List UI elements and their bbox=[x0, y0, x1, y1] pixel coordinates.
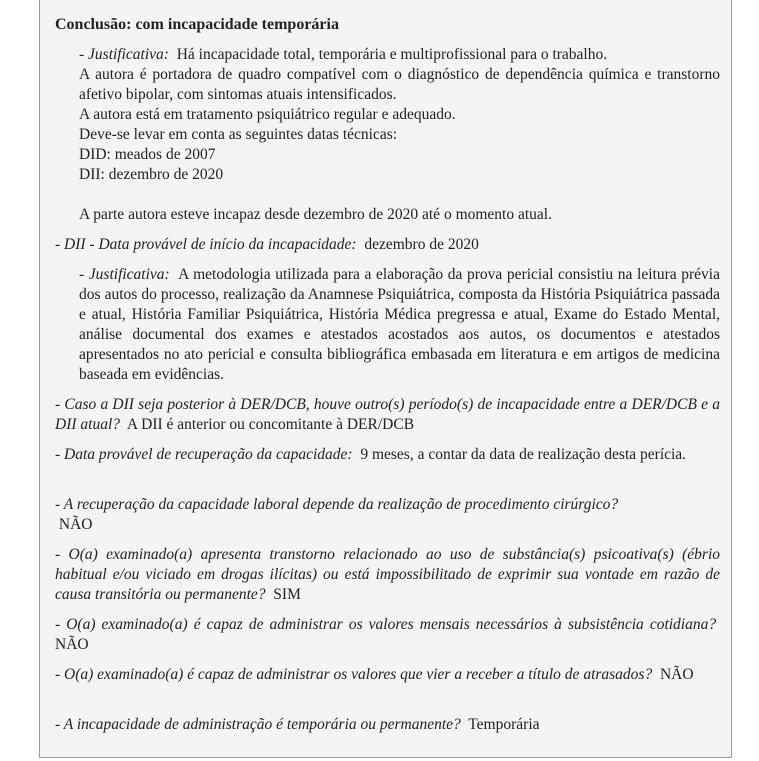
question-row bbox=[55, 395, 720, 435]
question-row bbox=[55, 615, 720, 655]
justificativa-2-text: A metodologia utilizada para a elaboração da prova pericial consistiu na leitura prévia dos autos do processo, realização da Anamnese Psiquiátrica, composta da História Psiquiátrica passada e atual, História Familiar Psiquiátrica, História Médica pregressa e atual, Exame do Estado Mental, análise documental dos exames e atestados acostados aos autos, os documentos e atestados apresentados no ato pericial e consulta bibliográfica embasada em literatura e em artigos de medicina baseada em evidências. bbox=[79, 266, 720, 383]
justificativa-1-first-line bbox=[79, 45, 724, 65]
did-line: DID: meados de 2007 bbox=[79, 146, 216, 163]
question-row bbox=[55, 715, 720, 735]
answer-text: SIM bbox=[273, 586, 301, 603]
answer-text: 9 meses, a contar da data de realização desta perícia. bbox=[360, 446, 687, 463]
question-text: - Data provável de recuperação da capacidade: bbox=[55, 446, 353, 463]
dii-line: DII: dezembro de 2020 bbox=[79, 166, 224, 183]
question-text: - A recuperação da capacidade laboral depende da realização de procedimento cirúrgico? bbox=[55, 496, 619, 513]
answer-text: NÃO bbox=[55, 636, 89, 653]
question-text: - Caso a DII seja posterior à DER/DCB, houve outro(s) período(s) de incapacidade entre a DER/DCB e a DII atual? bbox=[55, 396, 720, 433]
question-text: - O(a) examinado(a) é capaz de administrar os valores mensais necessários à subsistência cotidiana? bbox=[55, 616, 717, 633]
answer-text: NÃO bbox=[659, 666, 694, 683]
question-row bbox=[55, 545, 720, 605]
question-text: - O(a) examinado(a) é capaz de administrar os valores que vier a receber a título de atrasados? bbox=[55, 666, 653, 683]
justificativa-1-text: Há incapacidade total, temporária e multiprofissional para o trabalho. bbox=[176, 46, 608, 63]
justificativa-1-paragraph: A autora é portadora de quadro compatível com o diagnóstico de dependência química e transtorno afetivo bipolar, com sintomas atuais intensificados. bbox=[79, 66, 720, 103]
question-row bbox=[55, 445, 720, 465]
answer-text: A DII é anterior ou concomitante à DER/DCB bbox=[126, 416, 415, 433]
question-text: - A incapacidade de administração é temporária ou permanente? bbox=[55, 716, 461, 733]
question-row bbox=[55, 665, 720, 685]
dii-answer: dezembro de 2020 bbox=[364, 236, 479, 253]
question-row bbox=[55, 495, 720, 535]
dii-question: - DII - Data provável de início da incapacidade: bbox=[55, 236, 357, 253]
document-panel bbox=[39, 0, 732, 758]
justificativa-label: - Justificativa: bbox=[79, 46, 169, 63]
answer-text: NÃO bbox=[58, 516, 93, 533]
treatment-line: A autora está em tratamento psiquiátrico regular e adequado. bbox=[79, 106, 456, 123]
conclusion-heading: Conclusão: com incapacidade temporária bbox=[55, 16, 339, 33]
incapaz-line: A parte autora esteve incapaz desde dezembro de 2020 até o momento atual. bbox=[79, 206, 552, 223]
dates-intro-line: Deve-se levar em conta as seguintes datas técnicas: bbox=[79, 126, 398, 143]
answer-text: Temporária bbox=[468, 716, 540, 733]
justificativa-2-paragraph bbox=[79, 265, 720, 385]
dii-question-row bbox=[55, 235, 720, 255]
justificativa-label: - Justificativa: bbox=[79, 266, 170, 283]
question-text: - O(a) examinado(a) apresenta transtorno relacionado ao uso de substância(s) psicoativa(s) (ébrio habitual e/ou viciado em drogas ilícitas) ou está impossibilitado de exprimir sua vontade em razão de causa transitória ou permanente? bbox=[55, 546, 720, 603]
